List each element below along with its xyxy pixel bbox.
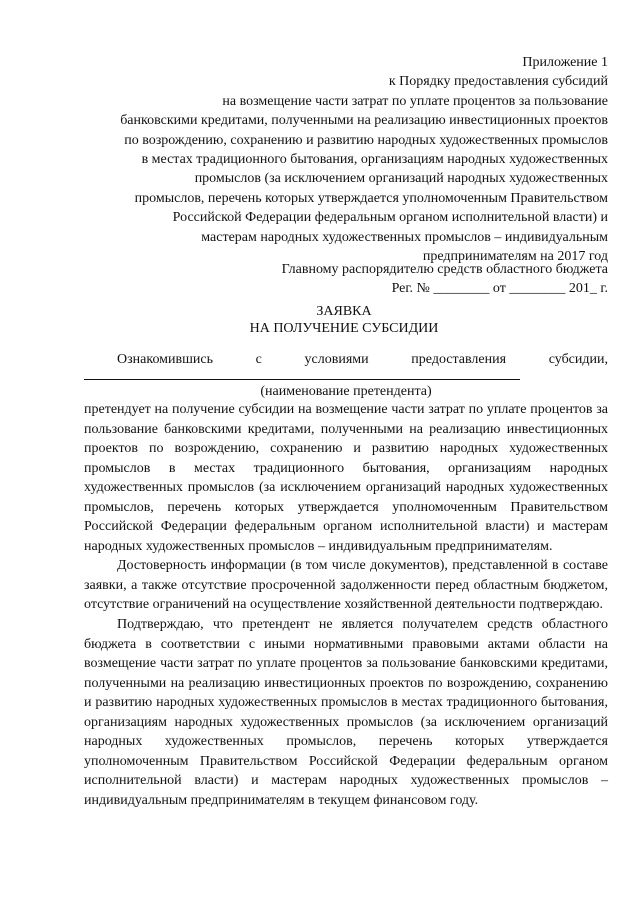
appendix-line: Приложение 1 bbox=[522, 55, 608, 70]
title-line-2: НА ПОЛУЧЕНИЕ СУБСИДИИ bbox=[249, 321, 439, 336]
appendix-line: промыслов (за исключением организаций народных художественных bbox=[194, 171, 608, 187]
intro-word: субсидии, bbox=[548, 352, 608, 367]
applicant-name-blank bbox=[84, 378, 520, 380]
title-line-1: ЗАЯВКА bbox=[316, 304, 372, 319]
applicant-name-caption: (наименование претендента) bbox=[260, 384, 432, 399]
document-title bbox=[80, 303, 608, 337]
appendix-line: промыслов, перечень которых утверждается уполномоченным Правительством bbox=[134, 190, 608, 206]
appendix-line: в местах традиционного бытования, организациям народных художественных bbox=[141, 152, 608, 168]
intro-word: с bbox=[255, 352, 262, 367]
recipient-block bbox=[80, 260, 608, 299]
appendix-line: на возмещение части затрат по уплате процентов за пользование bbox=[222, 93, 608, 109]
body-paragraph: претендует на получение субсидии на возмещение части затрат по уплате процентов за пользование банковскими кредитами, полученными на реализацию инвестиционных проектов по возрождению, сохранению и развитию народных художественных промыслов в местах традиционного бытования, организациям народных художественных промыслов (за исключением организаций народных художественных промыслов, перечень которых утверждается уполномоченным Правительством Российской Федерации федеральным органом исполнительной власти) и мастерам народных художественных промыслов – индивидуальным предпринимателям. bbox=[84, 402, 608, 554]
appendix-line: банковскими кредитами, полученными на реализацию инвестиционных проектов bbox=[120, 113, 608, 129]
appendix-header bbox=[80, 53, 608, 266]
body-paragraph: Достоверность информации (в том числе документов), представленной в составе заявки, а также отсутствие просроченной задолженности перед областным бюджетом, отсутствие ограничений на осуществление хозяйственной деятельности подтверждаю. bbox=[84, 558, 608, 613]
appendix-line: к Порядку предоставления субсидий bbox=[388, 74, 608, 90]
appendix-line: Российской Федерации федеральным органом исполнительной власти) и bbox=[172, 210, 608, 226]
intro-line bbox=[84, 350, 608, 369]
recipient-name: Главному распорядителю средств областного бюджета bbox=[281, 262, 608, 277]
document-body bbox=[84, 400, 608, 810]
body-paragraph: Подтверждаю, что претендент не является получателем средств областного бюджета в соответствии с иными нормативными правовыми актами области на возмещение части затрат по уплате процентов за пользование банковскими кредитами, полученными на реализацию инвестиционных проектов по возрождению, сохранению и развитию народных художественных промыслов в местах традиционного бытования, организациям народных художественных промыслов (за исключением организаций народных художественных промыслов, перечень которых утверждается уполномоченным Правительством Российской Федерации федеральным органом исполнительной власти) и мастерам народных художественных промыслов – индивидуальным предпринимателям в текущем финансовом году. bbox=[84, 617, 608, 808]
appendix-line: по возрождению, сохранению и развитию народных художественных промыслов bbox=[124, 132, 608, 148]
appendix-line: предпринимателям на 2017 год bbox=[422, 249, 608, 265]
intro-word: условиями bbox=[304, 352, 369, 367]
registration-line: Рег. № ________ от ________ 201_ г. bbox=[391, 281, 608, 297]
appendix-line: мастерам народных художественных промыслов – индивидуальным bbox=[201, 229, 608, 245]
intro-word: Ознакомившись bbox=[117, 352, 214, 367]
intro-word: предоставления bbox=[411, 352, 507, 367]
